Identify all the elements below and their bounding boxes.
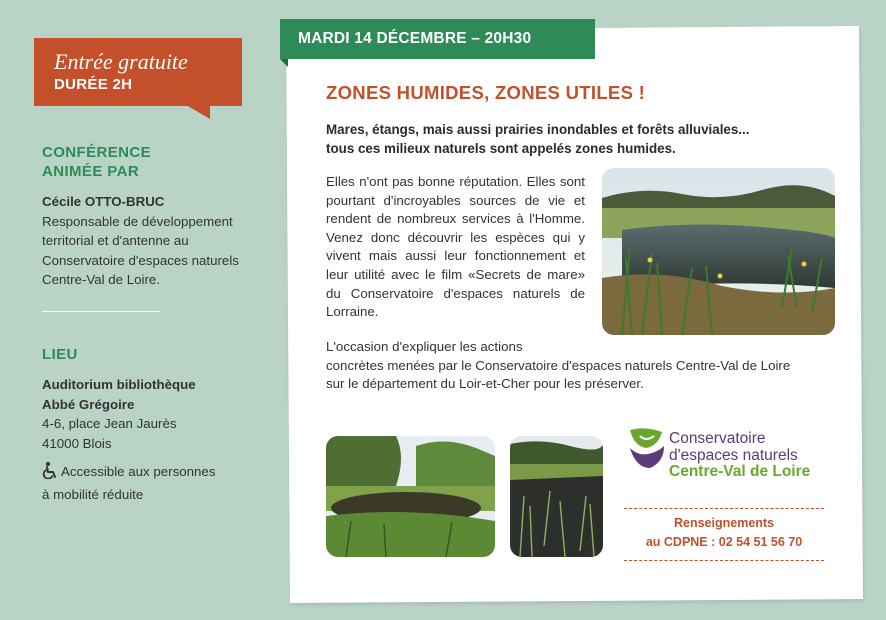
event-intro bbox=[326, 120, 796, 158]
venue-address-line2: 41000 Blois bbox=[42, 435, 112, 451]
contact-info bbox=[624, 514, 824, 552]
venue-name-line1: Auditorium bibliothèque bbox=[42, 377, 196, 392]
wetland-photo-pond bbox=[326, 436, 495, 557]
body2-line3: sur le département du Loir-et-Cher pour les préserver. bbox=[326, 376, 644, 392]
duration-label: DURÉE 2H bbox=[54, 76, 133, 93]
speaker-info bbox=[42, 192, 272, 290]
speaker-role-line: Responsable de développement bbox=[42, 213, 233, 229]
body2-line2: concrètes menées par le Conservatoire d'espaces naturels Centre-Val de Loire bbox=[326, 357, 791, 373]
access-line1: Accessible aux personnes bbox=[61, 464, 216, 479]
speaker-role-line: territorial et d'antenne au bbox=[42, 233, 189, 248]
wheelchair-icon bbox=[42, 462, 58, 485]
intro-line2: tous ces milieux naturels sont appelés zones humides. bbox=[326, 141, 676, 156]
badge-tail bbox=[186, 105, 210, 119]
free-entry-badge bbox=[34, 38, 242, 106]
speaker-role-line: Centre-Val de Loire. bbox=[42, 272, 161, 287]
logo-line1: Conservatoire bbox=[669, 430, 766, 447]
event-headline: ZONES HUMIDES, ZONES UTILES ! bbox=[326, 82, 646, 103]
logo-line2: d'espaces naturels bbox=[669, 446, 798, 464]
speaker-title-line2: ANIMÉE PAR bbox=[42, 163, 140, 180]
body2-line1: L'occasion d'expliquer les actions bbox=[326, 339, 523, 354]
conservatoire-logo bbox=[628, 426, 666, 475]
speaker-title-line1: CONFÉRENCE bbox=[42, 144, 152, 161]
event-body-text-2 bbox=[326, 338, 841, 394]
venue-name-line2: Abbé Grégoire bbox=[42, 396, 135, 412]
event-body-text: Elles n'ont pas bonne réputation. Elles sont pourtant d'incroyables sources de vie et rendent de nombreux services à l'Homme. Venez donc découvrir les espèces qui y vivent mais aussi leur fonctionnement et leur utilité avec le film «Secrets de mare» du Conservatoire d'espaces naturels de Lorraine. bbox=[326, 174, 585, 320]
access-line2: à mobilité réduite bbox=[42, 486, 144, 502]
contact-top-divider bbox=[624, 508, 824, 509]
intro-line1: Mares, étangs, mais aussi prairies inondables et forêts alluviales... bbox=[326, 122, 750, 137]
venue-address-line1: 4-6, place Jean Jaurès bbox=[42, 416, 177, 431]
wetland-photo-main bbox=[602, 168, 835, 335]
speaker-name: Cécile OTTO-BRUC bbox=[42, 194, 165, 209]
speaker-role-line: Conservatoire d'espaces naturels bbox=[42, 252, 239, 268]
free-entry-label: Entrée gratuite bbox=[54, 49, 188, 74]
date-banner-fold bbox=[280, 59, 288, 67]
contact-label: Renseignements bbox=[673, 516, 775, 530]
logo-wordmark bbox=[669, 431, 810, 481]
logo-line3: Centre-Val de Loire bbox=[669, 463, 811, 480]
section-divider bbox=[42, 311, 160, 312]
venue-info bbox=[42, 375, 272, 504]
wetland-photo-marsh bbox=[510, 436, 603, 557]
accessibility-info bbox=[42, 462, 272, 504]
date-banner: MARDI 14 DÉCEMBRE – 20H30 bbox=[280, 19, 595, 59]
venue-section-title: LIEU bbox=[42, 346, 78, 363]
contact-bottom-divider bbox=[624, 560, 824, 561]
speaker-section-title bbox=[42, 143, 151, 181]
contact-phone: au CDPNE : 02 54 51 56 70 bbox=[645, 535, 803, 549]
